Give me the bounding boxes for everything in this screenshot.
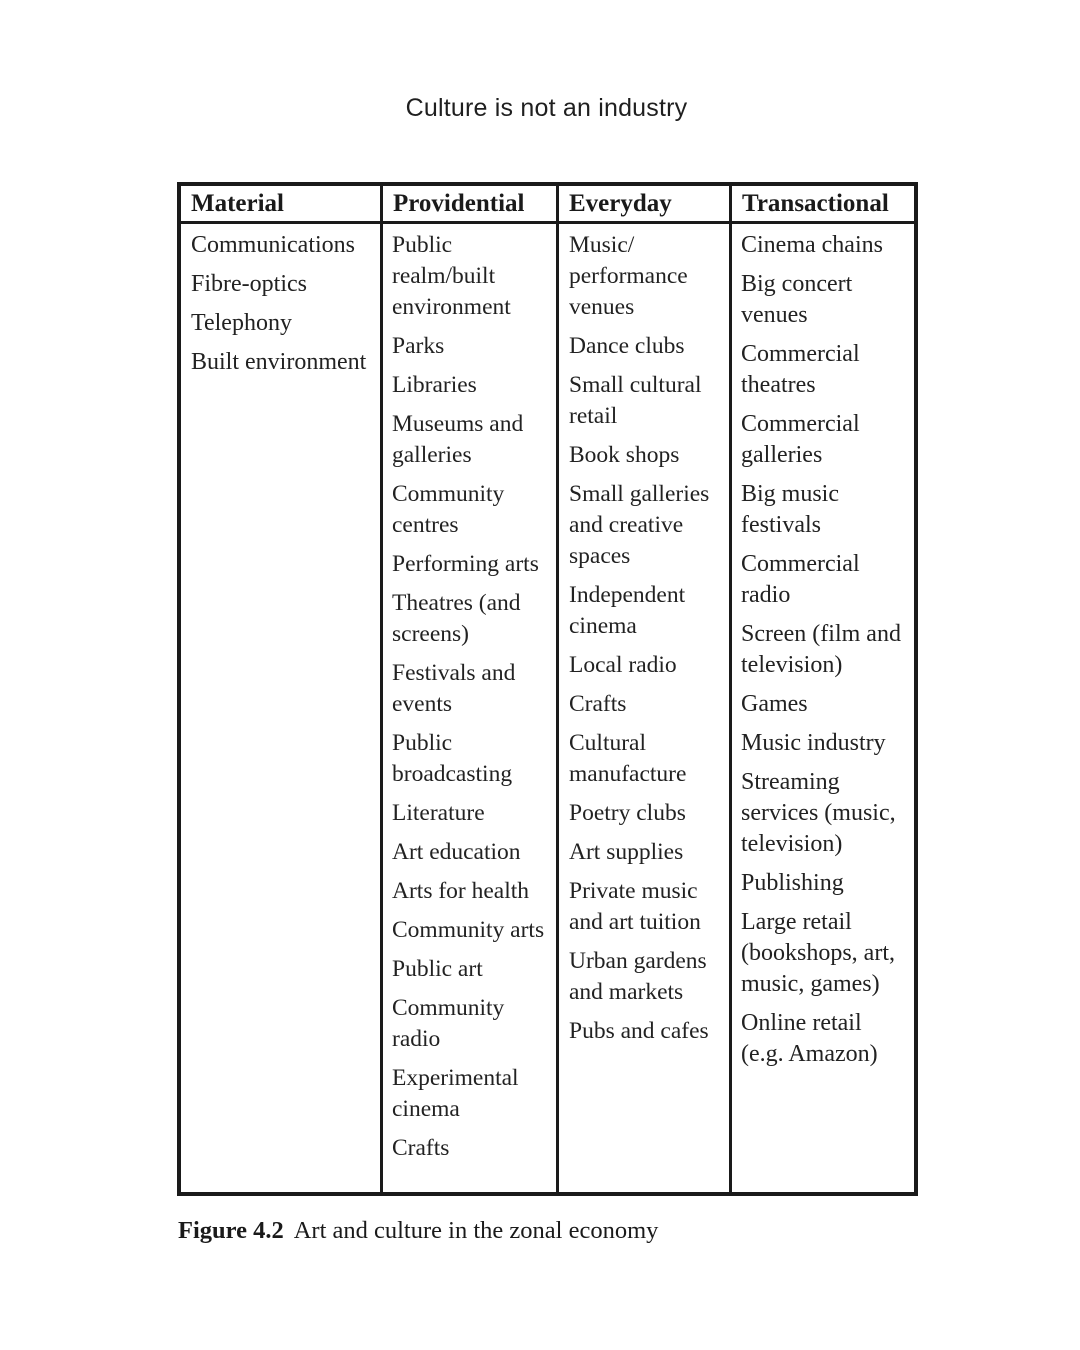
figure-caption-text: Art and culture in the zonal economy — [293, 1217, 659, 1244]
table-cell-item: Performing arts — [392, 551, 539, 577]
column-list — [383, 224, 556, 1172]
table-cell-item: Streaming services (music, television) — [741, 769, 896, 857]
table-cell-item: Crafts — [569, 691, 627, 717]
running-head: Culture is not an industry — [405, 94, 688, 122]
table-cell-item: Public realm/built environment — [392, 232, 511, 320]
table-cell-item: Pubs and cafes — [569, 1018, 709, 1044]
table-cell-item: Art education — [392, 839, 521, 865]
column-list — [181, 224, 380, 386]
table-cell-item: Private music and art tuition — [569, 878, 701, 935]
table-cell-item: Art supplies — [569, 839, 684, 865]
column-header: Everyday — [559, 186, 729, 224]
column-header: Providential — [383, 186, 556, 224]
table-cell-item: Dance clubs — [569, 333, 685, 359]
table-cell-item: Festivals and events — [392, 660, 516, 717]
table-cell-item: Theatres (and screens) — [392, 590, 521, 647]
table-cell-item: Commercial theatres — [741, 341, 860, 398]
table-cell-item: Arts for health — [392, 878, 530, 904]
table-cell-item: Public broadcasting — [392, 730, 513, 787]
column-transactional — [729, 186, 914, 1192]
column-list — [732, 224, 914, 1078]
table-cell-item: Public art — [392, 956, 483, 982]
table-cell-item: Large retail (bookshops, art, music, games) — [741, 909, 895, 997]
table-cell-item: Small galleries and creative spaces — [569, 481, 710, 569]
table-cell-item: Urban gardens and markets — [569, 948, 707, 1005]
table-cell-item: Experimental cinema — [392, 1065, 519, 1122]
table-cell-item: Music industry — [741, 730, 886, 756]
column-header: Transactional — [732, 186, 914, 224]
table-cell-item: Local radio — [569, 652, 677, 678]
table-cell-item: Community centres — [392, 481, 505, 538]
table-cell-item: Cultural manufacture — [569, 730, 687, 787]
table-cell-item: Publishing — [741, 870, 844, 896]
table-cell-item: Big music festivals — [741, 481, 840, 538]
table-cell-item: Commercial galleries — [741, 411, 860, 468]
table-cell-item: Small cultural retail — [569, 372, 702, 429]
column-list — [559, 224, 729, 1055]
table-cell-item: Screen (film and television) — [741, 621, 901, 678]
table-cell-item: Crafts — [392, 1135, 450, 1161]
table-cell-item: Book shops — [569, 442, 680, 468]
table-cell-item: Built environment — [191, 349, 367, 375]
column-everyday — [556, 186, 729, 1192]
column-header: Material — [181, 186, 380, 224]
table-cell-item: Independent cinema — [569, 582, 686, 639]
table-cell-item: Community radio — [392, 995, 505, 1052]
table-cell-item: Cinema chains — [741, 232, 883, 258]
table-cell-item: Community arts — [392, 917, 545, 943]
table-cell-item: Museums and galleries — [392, 411, 524, 468]
table-cell-item: Poetry clubs — [569, 800, 686, 826]
table-cell-item: Games — [741, 691, 808, 717]
table-cell-item: Communications — [191, 232, 355, 258]
zonal-economy-table — [177, 182, 918, 1196]
table-cell-item: Commercial radio — [741, 551, 860, 608]
table-cell-item: Online retail (e.g. Amazon) — [741, 1010, 878, 1067]
table-cell-item: Music/ performance venues — [569, 232, 688, 320]
figure-label: Figure 4.2 — [178, 1217, 284, 1244]
table-cell-item: Big concert venues — [741, 271, 853, 328]
table-cell-item: Literature — [392, 800, 485, 826]
table-cell-item: Libraries — [392, 372, 477, 398]
table-cell-item: Fibre-optics — [191, 271, 307, 297]
column-material — [181, 186, 380, 1192]
column-providential — [380, 186, 556, 1192]
table-cell-item: Parks — [392, 333, 445, 359]
figure-caption — [178, 1217, 658, 1245]
table-cell-item: Telephony — [191, 310, 292, 336]
